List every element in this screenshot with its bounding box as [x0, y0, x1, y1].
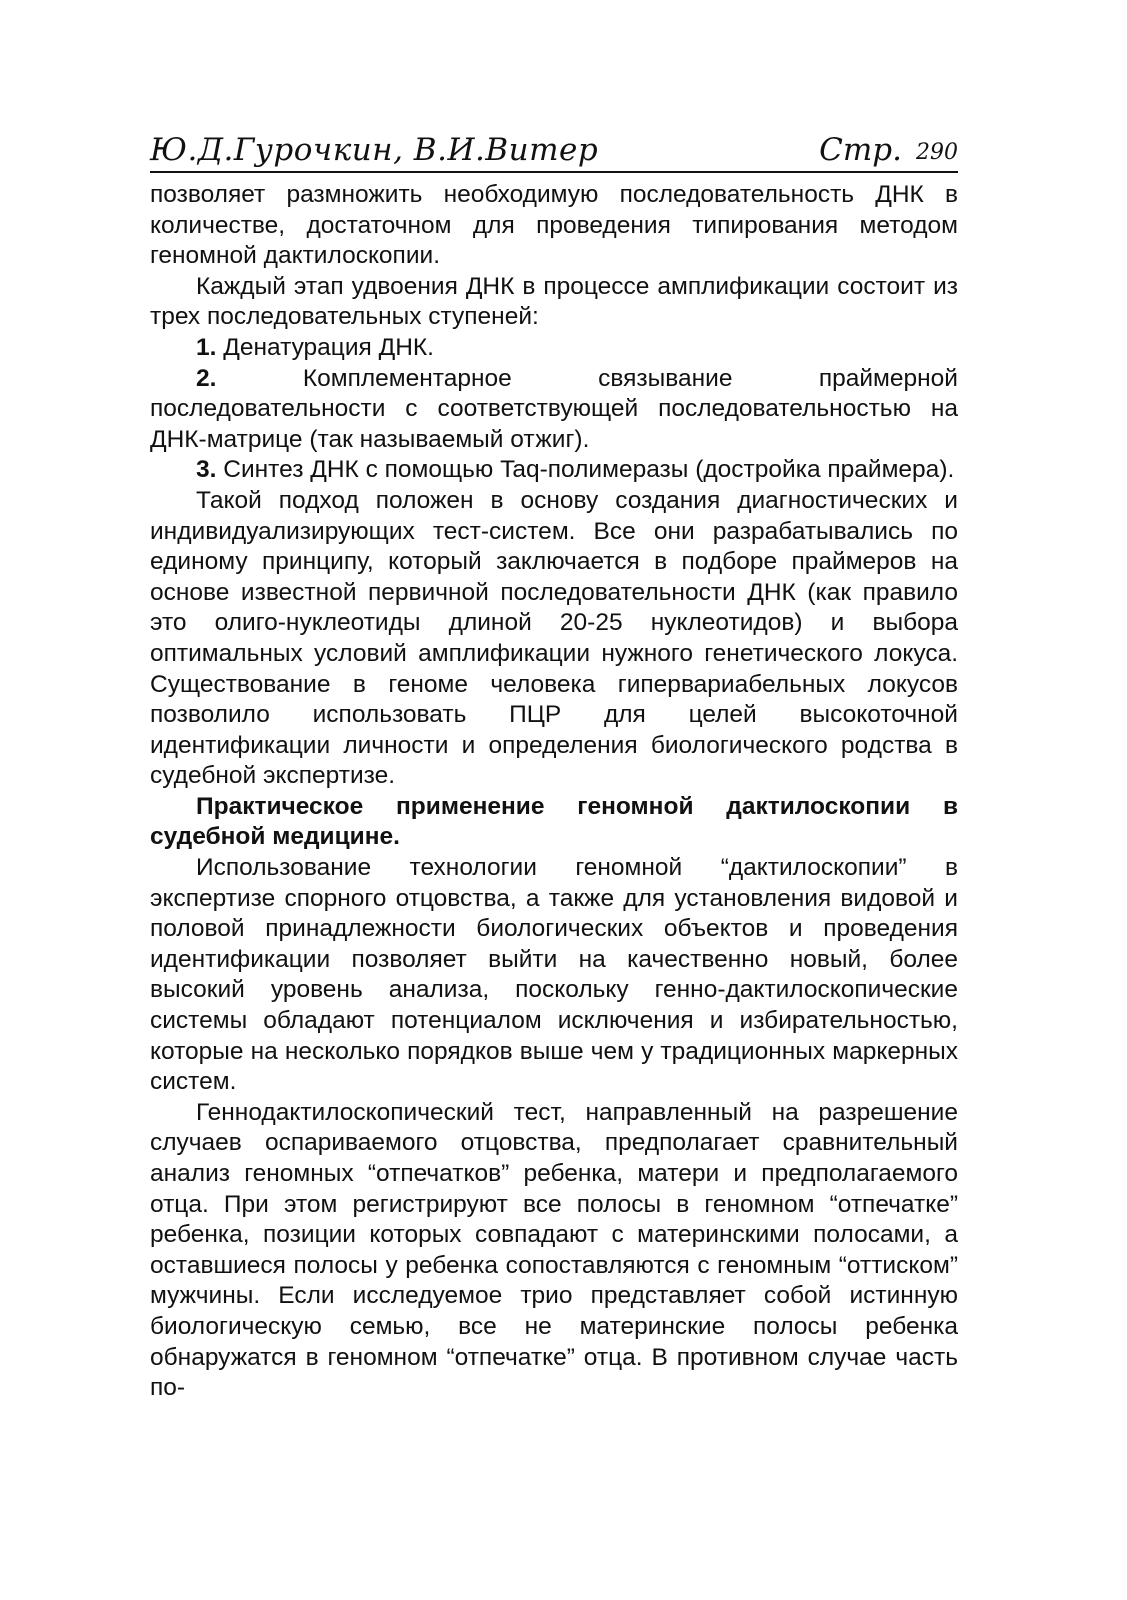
body-text — [150, 180, 958, 1404]
paragraph-genomic-fingerprinting: Использование технологии геномной “дактилоскопии” в экспертизе спорного отцовства, а также для установления видовой и половой принадлежности биологических объектов и проведения идентификации позволяет выйти на качественно новый, более высокий уровень анализа, поскольку генно-дактилоскопические системы обладают потенциалом исключения и избирательностью, которые на несколько порядков выше чем у традиционных маркерных систем. — [150, 854, 958, 1096]
step-text: Синтез ДНК с помощью Taq-полимеразы (достройка праймера). — [223, 456, 955, 484]
paragraph-test-systems: Такой подход положен в основу создания диагностических и индивидуализирующих тест-систем. Все они разрабатывались по единому принципу, который заключается в подборе праймеров на основе известной первичной последовательности ДНК (как правило это олиго-нуклеотиды длиной 20-25 нуклеотидов) и выбора оптимальных условий амплификации нужного генетического локуса. Существование в геноме человека гипервариабельных локусов позволило использовать ПЦР для целей высокоточной идентификации личности и определения биологического родства в судебной экспертизе. — [150, 486, 958, 790]
header-authors: Ю.Д.Гурочкин, В.И.Витер — [150, 132, 599, 168]
paragraph-continuation: позволяет размножить необходимую последовательность ДНК в количестве, достаточном для проведения типирования методом геномной дактилоскопии. — [150, 181, 958, 270]
list-item-step-3 — [150, 455, 958, 486]
step-text: Комплементарное связывание праймерной последовательности с соответствующей последовательностью на ДНК-матрице (так называемый отжиг). — [150, 364, 958, 453]
step-number: 2. — [196, 364, 217, 392]
list-item-step-1 — [150, 333, 958, 364]
list-item-step-2 — [150, 364, 958, 456]
step-text: Денатурация ДНК. — [223, 333, 434, 361]
running-header — [150, 118, 958, 166]
page-number: 290 — [916, 140, 958, 165]
section-heading: Практическое применение геномной дактилоскопии в судебной медицине. — [150, 792, 958, 851]
paragraph-amplification-stages: Каждый этап удвоения ДНК в процессе амплификации состоит из трех последовательных ступеней: — [150, 272, 958, 331]
header-page-ref — [819, 132, 958, 168]
step-number: 3. — [196, 456, 217, 484]
paragraph-paternity-test: Геннодактилоскопический тест, направленный на разрешение случаев оспариваемого отцовства, предполагает сравнительный анализ геномных “отпечатков” ребенка, матери и предполагаемого отца. При этом регистрируют все полосы в геномном “отпечатке” ребенка, позиции которых совпадают с материнскими полосами, а оставшиеся полосы у ребенка сопоставляются с геномным “оттиском” мужчины. Если исследуемое трио представляет собой истинную биологическую семью, все не материнские полосы ребенка обнаружатся в геномном “отпечатке” отца. В противном случае часть по- — [150, 1098, 958, 1402]
header-divider — [150, 171, 958, 173]
header-page-label: Стр. — [819, 132, 902, 168]
step-number: 1. — [196, 333, 217, 361]
